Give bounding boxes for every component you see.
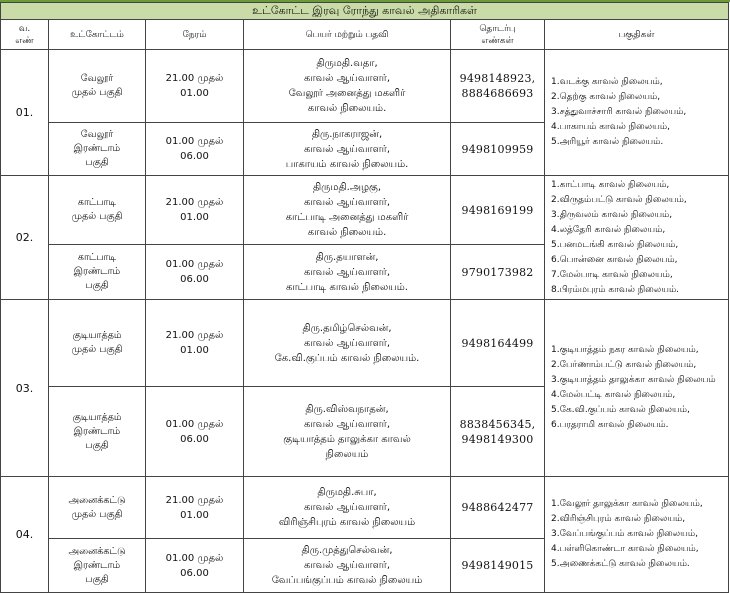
area-item: 1.குடியாத்தம் நகர காவல் நிலையம், [551,345,699,355]
table-row [1,176,729,245]
contact-number: 9498148923, [459,72,536,85]
table-row [1,300,729,387]
area-item: 5.அரியூர் காவல் நிலையம். [551,137,664,147]
subdivision-line: பகுதி [85,280,109,291]
subdivision-line: வேலூர் [80,73,114,84]
contact-number: 9498149015 [461,559,534,572]
contact-number: 9790173982 [461,265,534,279]
subdivision-line: இரண்டாம் [73,143,121,154]
time-line: 06.00 [180,433,209,445]
officer-line: திரு.தயாளன், [315,251,379,263]
officer-line: திருமதி.சுபா, [317,487,377,498]
areas-cell [545,50,729,176]
officer-line: காவல் ஆய்வாளர், [303,73,391,84]
contact-number: 9498149300 [461,432,534,446]
contact-number: 8838456345, [459,417,536,431]
officer-cell [244,176,451,245]
officer-line: விரிஞ்சிபுரம் காவல் நிலையம் [278,517,416,528]
area-item: 6.பரதராமி காவல் நிலையம். [551,420,669,430]
area-item: 5.அணைக்கட்டு காவல் நிலையம். [551,559,690,569]
officer-line: திருமதி.வதா, [316,58,378,69]
subdivision-line: முதல் பகுதி [71,508,123,520]
header-areas: பகுதிகள் [545,20,729,50]
contact-number-cell [451,539,545,593]
subdivision-line: முதல் பகுதி [71,344,123,355]
area-item: 7.மேல்பாடி காவல் நிலையம், [551,269,673,280]
contact-number: 9498109959 [461,142,534,156]
time-line: 01.00 முதல் [165,418,224,430]
area-item: 3.சத்துவாச்சாரி காவல் நிலையம், [551,107,687,117]
officer-cell [244,387,451,477]
time-line: 06.00 [180,151,209,162]
area-item: 4.மேல்பட்டி காவல் நிலையம், [551,390,676,400]
header-contact: தொடர்பு எண்கள் [451,20,545,50]
officer-line: காவல் ஆய்வாளர், [303,337,391,349]
contact-number-cell [451,123,545,176]
subdivision-line: குடியாத்தம் [72,411,122,423]
contact-number-cell [451,176,545,245]
table-row [1,50,729,123]
time-cell [146,176,244,245]
contact-number: 8884686693 [461,87,534,100]
officer-line: திரு.முத்துசெல்வன், [301,545,393,556]
area-item: 1.காட்பாடி காவல் நிலையம், [551,179,670,190]
area-item: 1.வடக்கு காவல் நிலையம், [551,77,663,87]
area-item: 2.பேர்ணாம்பட்டு காவல் நிலையம், [551,360,697,370]
officer-line: காவல் நிலையம். [307,227,387,238]
officer-line: பாகாயம் காவல் நிலையம். [285,158,409,170]
serial-number: 01. [1,50,49,176]
officer-line: காவல் ஆய்வாளர், [303,143,391,155]
contact-number: 9488642477 [461,501,534,514]
serial-number: 03. [1,300,49,477]
subdivision-cell [49,50,146,123]
officer-line: காவல் ஆய்வாளர், [303,197,391,208]
time-cell [146,50,244,123]
contact-number-cell [451,477,545,539]
serial-number: 02. [1,176,49,300]
contact-number: 9498169199 [461,203,534,217]
officer-cell [244,539,451,593]
officer-line: திருமதி.அழகு, [312,182,382,193]
header-row [1,20,729,50]
subdivision-cell [49,245,146,300]
officer-line: காட்பாடி அனைத்து மகளிர் [285,212,409,223]
officer-line: திரு.தமிழ்செல்வன், [302,322,392,334]
time-line: 21.00 முதல் [165,73,224,84]
time-cell [146,300,244,387]
time-line: 21.00 முதல் [165,330,224,341]
area-item: 2.விரிஞ்சிபுரம் காவல் நிலையம், [551,514,686,524]
subdivision-cell [49,539,146,593]
area-item: 5.கே.வி.குப்பம் காவல் நிலையம், [551,405,690,415]
officer-cell [244,477,451,539]
officer-line: காவல் ஆய்வாளர், [303,266,391,278]
area-item: 3.திருவலம் காவல் நிலையம், [551,209,673,220]
subdivision-cell [49,176,146,245]
subdivision-line: இரண்டாம் [73,559,121,571]
areas-cell [545,176,729,300]
table-title: உட்கோட்ட இரவு ரோந்து காவல் அதிகாரிகள் [1,3,729,20]
header-sno: வ. எண் [1,20,49,50]
officer-line: நிலையம் [325,448,369,460]
time-line: 01.00 முதல் [165,552,224,564]
time-cell [146,387,244,477]
time-line: 01.00 [180,212,209,223]
officer-line: காவல் ஆய்வாளர், [303,502,391,513]
area-item: 4.பள்ளிகொண்டா காவல் நிலையம், [551,544,699,554]
contact-number-cell [451,50,545,123]
header-time: நேரம் [146,20,244,50]
header-subdivision: உட்கோட்டம் [49,20,146,50]
time-line: 21.00 முதல் [165,197,224,208]
area-item: 2.தெற்கு காவல் நிலையம், [551,92,661,102]
time-line: 01.00 [180,88,209,99]
officer-line: காட்பாடி காவல் நிலையம். [286,281,408,293]
officer-line: திரு.நாகராஜன், [311,128,383,140]
area-item: 4.பாகாயம் காவல் நிலையம், [551,122,670,132]
time-cell [146,539,244,593]
subdivision-line: காட்பாடி [77,252,117,263]
contact-number-cell [451,300,545,387]
subdivision-line: அனைக்கட்டு [68,494,126,506]
time-cell [146,477,244,539]
serial-number: 04. [1,477,49,593]
officer-cell [244,123,451,176]
officer-cell [244,300,451,387]
subdivision-line: அனைக்கட்டு [68,545,126,557]
table-body [1,50,729,593]
area-item: 1.வேலூர் தாலுக்கா காவல் நிலையம், [551,499,703,509]
subdivision-cell [49,477,146,539]
subdivision-line: முதல் பகுதி [71,87,123,98]
time-line: 21.00 முதல் [165,494,224,506]
subdivision-line: குடியாத்தம் [72,330,122,341]
area-item: 3.குடியாத்தம் தாலுக்கா காவல் நிலையம் [551,375,716,385]
subdivision-line: பகுதி [85,439,109,451]
officer-cell [244,50,451,123]
contact-number: 9498164499 [461,336,534,350]
time-cell [146,245,244,300]
time-cell [146,123,244,176]
officer-cell [244,245,451,300]
subdivision-line: இரண்டாம் [73,425,121,437]
time-line: 06.00 [180,567,209,579]
subdivision-cell [49,300,146,387]
area-item: 6.பொன்னை காவல் நிலையம், [551,254,678,265]
areas-cell [545,300,729,477]
area-item: 3.வேப்பங்குப்பம் காவல் நிலையம், [551,529,698,539]
area-item: 2.விருதம்பட்டு காவல் நிலையம், [551,194,687,205]
contact-number-cell [451,387,545,477]
time-line: 01.00 முதல் [165,136,224,147]
areas-cell [545,477,729,593]
table-row [1,477,729,539]
officer-line: காவல் நிலையம். [307,103,387,114]
time-line: 01.00 [180,509,209,521]
area-item: 5.பனமடங்கி காவல் நிலையம், [551,239,679,250]
subdivision-line: இரண்டாம் [73,266,121,277]
subdivision-cell [49,123,146,176]
officer-line: காவல் ஆய்வாளர், [303,560,391,571]
officer-line: குடியாத்தம் தாலுக்கா காவல் [283,433,411,445]
time-line: 01.00 முதல் [165,259,224,270]
time-line: 01.00 [180,345,209,356]
subdivision-line: காட்பாடி [77,197,117,208]
time-line: 06.00 [180,274,209,285]
officer-line: வேலூர் அனைத்து மகளிர் [288,88,406,99]
header-officer: பெயர் மற்றும் பதவி [244,20,451,50]
officer-line: வேப்பங்குப்பம் காவல் நிலையம் [271,575,423,586]
subdivision-line: முதல் பகுதி [71,211,123,222]
area-item: 4.லத்தேரி காவல் நிலையம், [551,224,666,235]
subdivision-cell [49,387,146,477]
officer-line: கே.வி.குப்பம் காவல் நிலையம். [274,352,420,364]
subdivision-line: பகுதி [85,157,109,168]
officer-line: திரு.விஸ்வநாதன், [305,403,389,415]
subdivision-line: வேலூர் [80,129,114,140]
contact-number-cell [451,245,545,300]
subdivision-line: பகுதி [85,573,109,585]
night-patrol-table [0,2,729,593]
officer-line: காவல் ஆய்வாளர், [303,418,391,430]
area-item: 8.பிரம்மபுரம் காவல் நிலையம். [551,284,680,295]
